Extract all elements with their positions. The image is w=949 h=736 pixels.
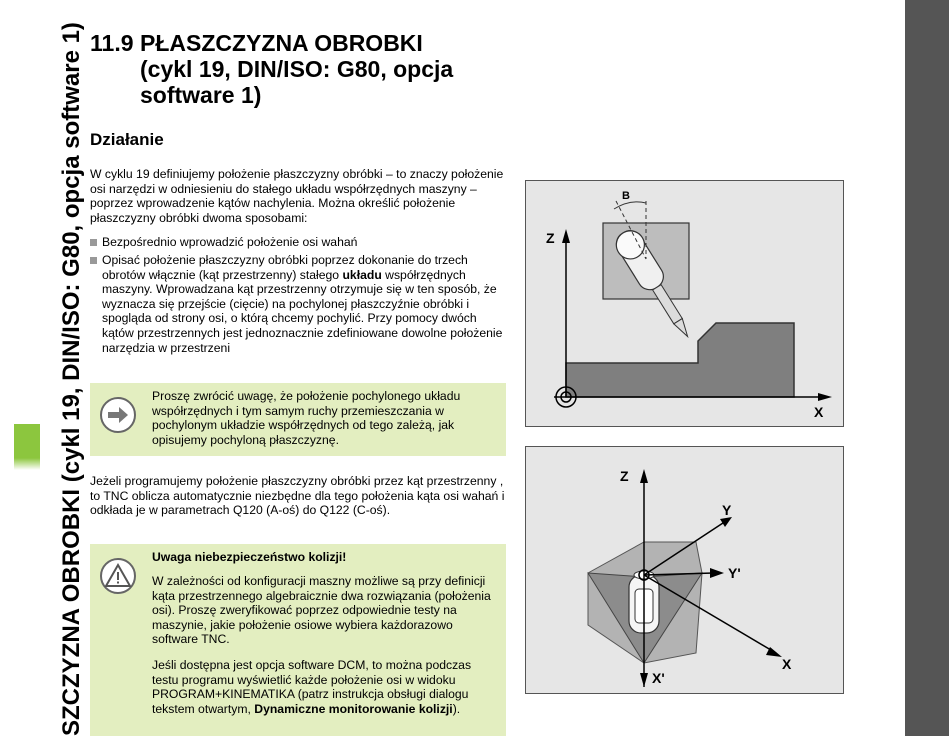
figure-tilted-tool [525, 180, 844, 427]
chapter-tab-fade [14, 458, 40, 470]
note-box [90, 383, 506, 456]
warning-paragraph-1: W zależności od konfiguracji maszny możliwe są przy definicji kąta przestrzennego algebraicznie dwa rozwiązania (położenia osi). Proszę zweryfikować poprzez odpowiednie testy na maszynie, jakie położenie osiowe wybiera każdorazowo software TNC. [152, 574, 491, 647]
fig1-z-label: Z [546, 230, 555, 246]
title-line-1: PŁASZCZYZNA OBROBKI [140, 30, 423, 56]
viewer-right-border [905, 0, 949, 736]
side-chapter-title: SZCZYZNA OBROBKI (cykl 19, DIN/ISO: G80, opcja software 1) [58, 22, 85, 736]
bullet-item: Opisać położenie płaszczyzny obróbki poprzez dokonanie do trzech obrotów włącznie (kąt przestrzenny) stałego układu współrzędnych maszyny. Wprowadzana kąt przestrzenny otrzymuje się w ten sposób, że wyznacza się przejście (cięcie) na pochylonej płaszczyźnie obróbki i spogląda od strony osi, o którą chcemy pochylić. Przy pomocy dwóch kątów przestrzennych jest jednoznacznie zdefiniowane dowolne położenie narzędzia w przestrzeni [90, 253, 505, 355]
warning-box [90, 544, 506, 736]
section-number: 11.9 [90, 30, 134, 56]
arrow-right-icon [100, 397, 136, 433]
title-line-2: (cykl 19, DIN/ISO: G80, opcja [140, 56, 454, 82]
chapter-tab-marker [14, 424, 40, 458]
warning-title: Uwaga niebezpieczeństwo kolizji! [152, 550, 347, 564]
bullet-square-icon [90, 257, 97, 264]
intro-paragraph: W cyklu 19 definiujemy położenie płaszczyzny obróbki – to znaczy położenie osi narzędzi w odniesieniu do stałego układu współrzędnych maszyny – poprzez wprowadzenie kątów nachylenia. Można określić położenie płaszczyzny obróbki dwoma sposobami: [90, 167, 504, 225]
fig2-y-prime-label: Y' [728, 565, 741, 581]
fig2-z-label: Z [620, 468, 629, 484]
fig1-x-label: X [814, 404, 824, 420]
paragraph-2: Jeżeli programujemy położenie płaszczyzny obróbki przez kąt przestrzenny , to TNC oblicza automatycznie niezbędne dla tego położenia kąta osi wahań i odkłada je w parametrach Q120 (A-oś) do Q122 (C-oś). [90, 474, 505, 518]
fig2-y-label: Y [722, 502, 732, 518]
bullet-item: Bezpośrednio wprowadzić położenie osi wahań [90, 235, 505, 250]
figure-coordinate-systems [525, 446, 844, 694]
warning-triangle-icon [100, 558, 136, 594]
fig2-x-label: X [782, 656, 792, 672]
bullet-square-icon [90, 239, 97, 246]
note-text: Proszę zwrócić uwagę, że położenie pochylonego układu współrzędnych i tym samym ruchy przemieszczania w pochylonym układzie współrzędnych od tego zależą, jak opisujemy pochyloną płaszczyznę. [152, 389, 461, 447]
fig1-b-label: B [622, 190, 630, 202]
title-line-3: software 1) [140, 82, 262, 108]
fig2-x-prime-label: X' [652, 670, 665, 686]
warning-paragraph-2: Jeśli dostępna jest opcja software DCM, to można podczas testu programu wyświetlić każde położenie osi w widoku PROGRAM+KINEMATIKA (patrz instrukcja obsługi dialogu tekstem otwartym, Dynamiczne monitorowanie kolizji). [152, 658, 472, 716]
page-title [90, 30, 453, 108]
section-heading: Działanie [90, 130, 164, 149]
